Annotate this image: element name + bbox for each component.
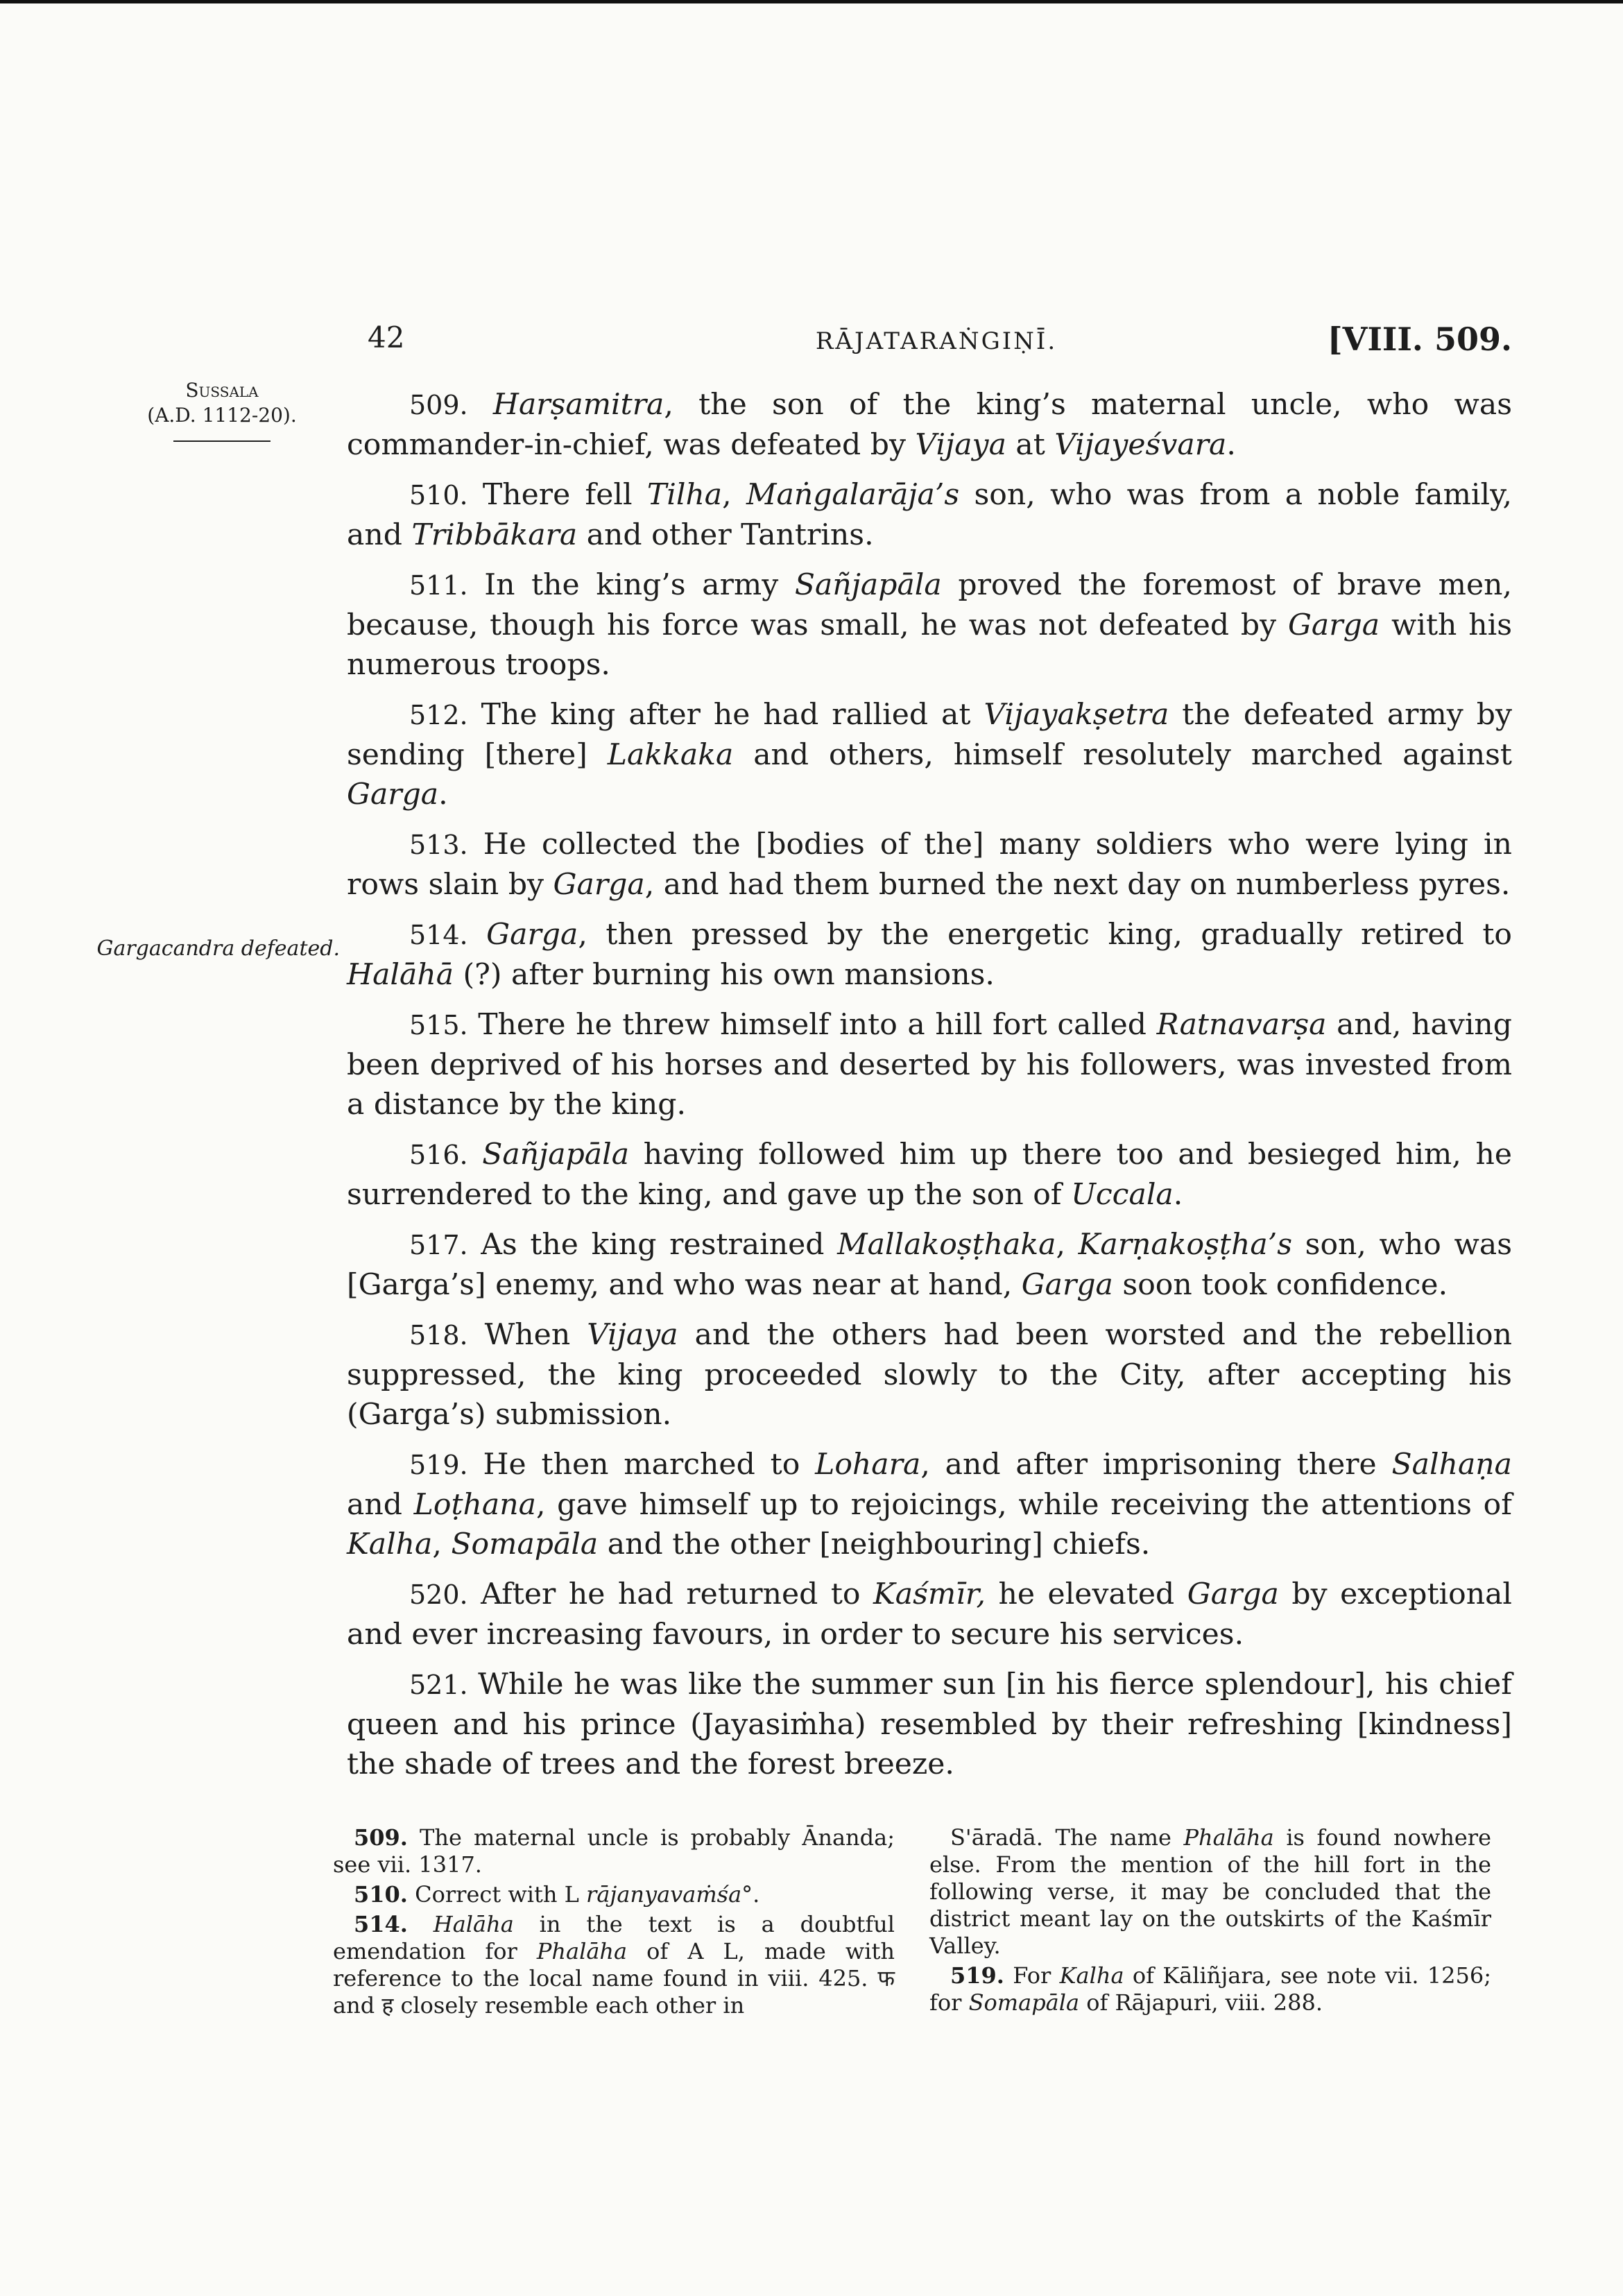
text-run: , then pressed by the energetic king, gradually retired to: [578, 918, 1512, 952]
verse-number: 514.: [409, 920, 468, 950]
italic-term: Phalāha: [536, 1938, 628, 1964]
verse: [347, 1135, 1512, 1215]
italic-term: Vijayeśvara: [1054, 428, 1227, 462]
italic-term: Kalha: [347, 1527, 433, 1561]
text-run: The king after he had rallied at: [481, 698, 984, 732]
text-run: soon took confidence.: [1113, 1268, 1448, 1302]
margin-note-sussala-name: Sussala: [185, 379, 259, 402]
margin-note-sussala: [118, 378, 326, 442]
verse: [347, 1575, 1512, 1654]
text-run: of A L, made with reference to the local name found in viii. 425. फ and ह closely resemble each other in: [333, 1938, 895, 2019]
italic-term: Karṇakoṣṭha’s: [1078, 1228, 1293, 1262]
text-run: and the others had been worsted and the rebellion suppressed, the king proceeded slowly to the City, after accepting his (Garga’s) submission.: [347, 1318, 1512, 1432]
footnote-number: 509.: [354, 1824, 408, 1851]
italic-term: Garga: [486, 918, 578, 952]
text-run: he elevated: [985, 1577, 1187, 1611]
italic-term: Mallakoṣṭhaka: [837, 1228, 1056, 1262]
italic-term: Somapāla: [968, 1989, 1080, 2016]
footnote-number: 514.: [354, 1911, 408, 1937]
footnote: [333, 1911, 895, 2019]
italic-term: Tilha: [646, 478, 723, 512]
text-run: in the text is a doubtful emendation for: [333, 1911, 895, 1964]
footnote: [929, 1824, 1491, 1960]
verse-number: 513.: [409, 830, 468, 860]
text-run: and, having been deprived of his horses and deserted by his followers, was invested from a distance by the king.: [347, 1008, 1512, 1122]
italic-term: Sañjapāla: [794, 568, 942, 602]
text-run: and others, himself resolutely marched against: [733, 738, 1513, 772]
page-number: 42: [368, 320, 405, 354]
italic-term: Halāha: [433, 1911, 514, 1937]
verse-number: 520.: [409, 1579, 468, 1610]
text-run: As the king restrained: [481, 1228, 838, 1262]
text-run: son, who was from a noble family, and: [347, 478, 1512, 552]
text-run: and the other [neighbouring] chiefs.: [598, 1527, 1151, 1561]
verse: [347, 1005, 1512, 1124]
text-run: ,: [432, 1527, 452, 1561]
text-run: of Kāliñjara, see note vii. 1256; for: [929, 1962, 1492, 2016]
page-header: [361, 320, 1512, 369]
verse: [347, 1315, 1512, 1434]
margin-rule: [173, 440, 270, 442]
footnotes-right-column: [929, 1824, 1491, 2019]
verse-number: 510.: [409, 480, 468, 511]
verse: [347, 695, 1512, 814]
text-run: the defeated army by sending [there]: [347, 698, 1512, 772]
text-run: , gave himself up to rejoicings, while receiving the attentions of: [535, 1488, 1512, 1522]
text-run: ,: [1056, 1228, 1079, 1262]
text-run: After he had returned to: [481, 1577, 874, 1611]
footnote-number: 510.: [354, 1881, 408, 1908]
text-run: by exceptional and ever increasing favours, in order to secure his services.: [347, 1577, 1513, 1652]
text-run: and other Tantrins.: [577, 518, 874, 552]
margin-note-sussala-dates: (A.D. 1112-20).: [147, 404, 297, 427]
verse: [347, 1665, 1512, 1784]
verse-number: 515.: [409, 1010, 468, 1040]
italic-term: Garga: [1187, 1577, 1279, 1611]
italic-term: Garga: [1287, 608, 1380, 642]
main-text: [347, 385, 1512, 1794]
italic-term: Halāhā: [347, 958, 454, 992]
running-title: RĀJATARAṄGIṆĪ.: [815, 327, 1058, 355]
text-run: He then marched to: [483, 1448, 816, 1482]
text-run: proved the foremost of brave men, because, though his force was small, he was not defeated by: [347, 568, 1513, 642]
italic-term: Garga: [553, 868, 645, 902]
verse: [347, 475, 1512, 555]
text-run: He collected the [bodies of the] many soldiers who were lying in rows slain by: [347, 828, 1512, 902]
text-run: S'āradā. The name: [950, 1824, 1184, 1851]
text-run: at: [1006, 428, 1055, 462]
text-run: (?) after burning his own mansions.: [454, 958, 995, 992]
text-run: of Rājapuri, viii. 288.: [1079, 1989, 1323, 2016]
text-run: ,: [722, 478, 746, 512]
text-run: , and after imprisoning there: [920, 1448, 1392, 1482]
verse: [347, 825, 1512, 905]
text-run: When: [484, 1318, 587, 1352]
verse: [347, 565, 1512, 685]
section-reference: [VIII. 509.: [1327, 320, 1512, 358]
text-run: .: [1226, 428, 1236, 462]
text-run: with his numerous troops.: [347, 608, 1513, 682]
italic-term: Lakkaka: [607, 738, 734, 772]
text-run: There he threw himself into a hill fort called: [478, 1008, 1157, 1042]
text-run: is found nowhere else. From the mention of the hill fort in the following verse, it may be concluded that the district meant lay on the outskirts of the Kaśmīr Valley.: [929, 1824, 1491, 1959]
italic-term: Vijaya: [587, 1318, 678, 1352]
verse-number: 509.: [409, 390, 468, 420]
verse-number: 512.: [409, 700, 468, 730]
footnote: [333, 1881, 895, 1908]
verse-number: 516.: [409, 1140, 468, 1170]
italic-term: Garga: [1021, 1268, 1113, 1302]
text-run: In the king’s army: [484, 568, 795, 602]
text-run: The maternal uncle is probably Ānanda; see vii. 1317.: [333, 1824, 895, 1878]
text-run: , and had them burned the next day on numberless pyres.: [644, 868, 1511, 902]
italic-term: Salhaṇa: [1391, 1448, 1512, 1482]
italic-term: Sañjapāla: [482, 1138, 630, 1172]
footnotes-left-column: [333, 1824, 895, 2022]
text-run: Correct with L: [415, 1881, 587, 1908]
verse: [347, 915, 1512, 995]
text-run: There fell: [482, 478, 647, 512]
italic-term: Lohara: [815, 1448, 921, 1482]
text-run: .: [1173, 1178, 1183, 1212]
italic-term: Garga: [347, 778, 439, 812]
text-run: While he was like the summer sun [in his fierce splendour], his chief queen and his prince (Jayasiṁha) resembled by their refreshing [kindness] the shade of trees and the forest breeze.: [347, 1668, 1512, 1781]
text-run: .: [753, 1881, 760, 1908]
italic-term: Tribbākara: [411, 518, 578, 552]
verse: [347, 1225, 1512, 1305]
italic-term: Phalāha: [1183, 1824, 1274, 1851]
margin-note-garga: Gargacandra defeated.: [96, 936, 340, 961]
footnote-number: 519.: [950, 1962, 1004, 1989]
verse: [347, 385, 1512, 465]
italic-term: Harṣamitra: [492, 388, 664, 422]
italic-term: Kaśmīr,: [873, 1577, 986, 1611]
verse-number: 517.: [409, 1230, 468, 1260]
text-run: son, who was [Garga’s] enemy, and who was near at hand,: [347, 1228, 1513, 1302]
italic-term: Vijayakṣetra: [984, 698, 1169, 732]
text-run: having followed him up there too and besieged him, he surrendered to the king, and gave up the son of: [347, 1138, 1512, 1212]
text-run: .: [438, 778, 448, 812]
text-run: For: [1013, 1962, 1060, 1989]
verse: [347, 1445, 1512, 1564]
verse-number: 518.: [409, 1320, 468, 1351]
verse-number: 511.: [409, 570, 468, 601]
italic-term: Uccala: [1071, 1178, 1174, 1212]
page-top-border: [0, 0, 1623, 3]
italic-term: Somapāla: [451, 1527, 599, 1561]
italic-term: Loṭhana: [413, 1488, 536, 1522]
italic-term: Vijaya: [915, 428, 1006, 462]
italic-term: Maṅgalarāja’s: [746, 478, 960, 512]
footnote: [929, 1962, 1491, 2016]
italic-term: Kalha: [1059, 1962, 1124, 1989]
text-run: and: [347, 1488, 414, 1522]
footnote: [333, 1824, 895, 1878]
italic-term: Ratnavarṣa: [1156, 1008, 1327, 1042]
italic-term: rājanyavaṁśa°: [586, 1881, 753, 1908]
verse-number: 519.: [409, 1450, 468, 1480]
text-run: , the son of the king’s maternal uncle, who was commander-in-chief, was defeated by: [347, 388, 1513, 462]
verse-number: 521.: [409, 1670, 468, 1700]
